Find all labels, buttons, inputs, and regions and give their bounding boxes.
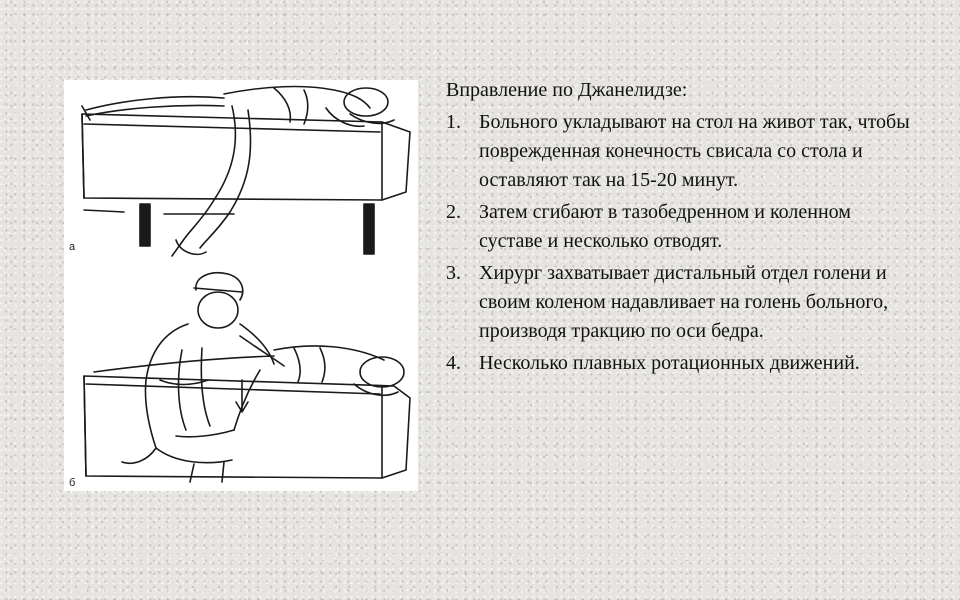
step-text: Затем сгибают в тазобедренном и коленном суставе и несколько отводят.: [479, 201, 851, 252]
step-number: 3.: [446, 262, 461, 284]
list-item: [446, 108, 916, 195]
step-number: 4.: [446, 352, 461, 374]
list-item: [446, 198, 916, 256]
step-number: 1.: [446, 111, 461, 133]
steps-list: [446, 108, 916, 378]
illustration-panel: [64, 80, 418, 491]
panel-a-drawing: [82, 87, 410, 256]
method-description: [446, 76, 916, 381]
figure-label-b: б: [69, 477, 76, 489]
list-item: [446, 349, 916, 378]
list-item: [446, 259, 916, 346]
step-text: Больного укладывают на стол на живот так, чтобы поврежденная конечность свисала со стола и оставляют так на 15-20 минут.: [479, 111, 910, 191]
reduction-drawing: [64, 80, 418, 491]
figure-label-a: а: [69, 241, 76, 253]
step-text: Хирург захватывает дистальный отдел голени и своим коленом надавливает на голень больного, производя тракцию по оси бедра.: [479, 262, 889, 342]
step-text: Несколько плавных ротационных движений.: [479, 352, 860, 374]
step-number: 2.: [446, 201, 461, 223]
panel-b-drawing: [84, 273, 410, 482]
slide-heading: Вправление по Джанелидзе:: [446, 79, 688, 101]
